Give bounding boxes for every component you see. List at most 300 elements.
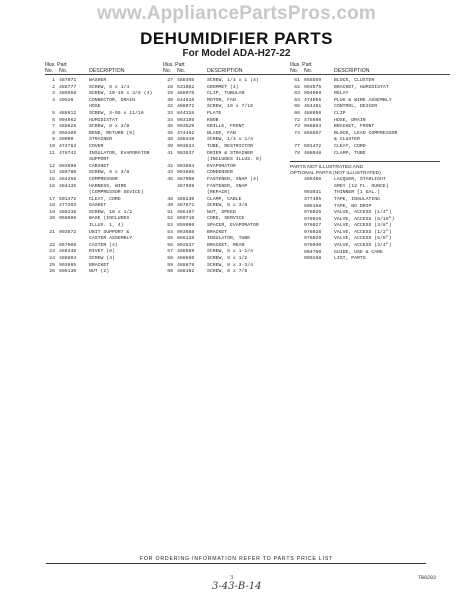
part-description: CLIP, TUBULAR	[207, 91, 245, 97]
part-description-continued: (INCLUDES ILLUS. 9)	[207, 157, 262, 163]
part-number: 531082	[177, 84, 195, 90]
part-number: 505168	[304, 203, 322, 209]
parts-row	[163, 151, 295, 158]
part-number: 487871	[177, 203, 195, 209]
part-description: SCREW, 8 x 3/8	[89, 170, 130, 176]
header-part-no: No.	[177, 68, 186, 74]
illus-number: 41	[167, 150, 173, 156]
part-number: 474056	[304, 97, 322, 103]
part-number: 477203	[59, 203, 77, 209]
part-number: 488056	[304, 110, 322, 116]
parts-row	[163, 91, 295, 98]
parts-row	[45, 137, 175, 144]
part-description: SCREW, 1/4 x 1 (4)	[207, 78, 259, 83]
illus-number: 62	[294, 84, 300, 90]
illus-number: 18	[49, 203, 55, 209]
parts-row	[290, 78, 450, 85]
parts-row	[163, 104, 295, 111]
illus-number: 16	[49, 183, 55, 189]
parts-row	[163, 256, 295, 263]
parts-row	[45, 170, 175, 177]
ordering-footer: FOR ORDERING INFORMATION REFER TO PARTS PRICE LIST	[139, 556, 334, 562]
part-description: CLAMP, TUBE	[334, 150, 366, 156]
part-description: RELAY	[334, 91, 349, 97]
part-number: 476742	[59, 150, 77, 156]
part-number: 978027	[304, 223, 322, 229]
parts-row	[45, 91, 175, 98]
illus-number: 78	[294, 150, 300, 156]
optional-parts-row	[290, 256, 450, 263]
part-number: 488076	[177, 91, 195, 97]
part-description: VALVE, ACCESS (5/8")	[334, 236, 392, 242]
parts-row	[163, 236, 295, 243]
illus-number: 23	[49, 249, 55, 255]
part-description: CONDENSER	[207, 170, 233, 176]
part-description-continued: & CLUSTER	[334, 137, 360, 143]
part-description: GUIDE, USE & CARE	[334, 249, 383, 255]
part-description: HOSE, DRAIN	[334, 117, 366, 123]
parts-list	[45, 78, 175, 276]
part-number: 488072	[177, 104, 195, 110]
illus-number: 61	[294, 78, 300, 83]
part-number: 484256	[59, 176, 77, 182]
illus-number: 35	[167, 124, 173, 130]
illus-number: 9	[52, 137, 55, 143]
part-description: STRAINER	[89, 137, 113, 143]
part-number: 484135	[59, 183, 77, 189]
part-number: 474482	[177, 130, 195, 136]
parts-row	[290, 131, 450, 138]
part-description: SPACER, EVAPORATOR	[207, 223, 259, 229]
parts-row	[290, 151, 450, 158]
illus-number: 64	[294, 97, 300, 103]
part-number: 488812	[59, 110, 77, 116]
part-number: 968863	[304, 124, 322, 130]
illus-number: 73	[294, 124, 300, 130]
part-description: TUBE, RESTRICTOR	[207, 143, 254, 149]
part-description: RIVET (8)	[89, 249, 115, 255]
part-description: GASKET	[89, 203, 107, 209]
parts-row	[45, 230, 175, 237]
model-subtitle: For Model ADA-H27-22	[182, 48, 291, 59]
illus-number: 43	[167, 170, 173, 176]
illus-number: 55	[167, 236, 173, 242]
parts-row	[163, 223, 295, 230]
part-description: SCREW, 8 x 1/4	[89, 84, 130, 90]
parts-row	[45, 203, 175, 210]
parts-row	[163, 124, 295, 131]
part-number: 978025	[304, 210, 322, 216]
part-number: 487908	[177, 176, 195, 182]
parts-row	[45, 124, 175, 131]
part-description: EVAPORATOR	[207, 163, 236, 169]
parts-row	[290, 124, 450, 131]
parts-row	[290, 111, 450, 118]
part-number: 993575	[304, 84, 322, 90]
header-description: DESCRIPTION	[334, 68, 370, 74]
parts-row	[45, 151, 175, 158]
part-description: FASTENER, SNAP	[207, 183, 248, 189]
part-number: 487071	[59, 78, 77, 83]
illus-number: 27	[167, 78, 173, 83]
parts-row	[45, 144, 175, 151]
part-number: 958389	[59, 130, 77, 136]
illus-number: 8	[52, 130, 55, 136]
part-description: CABINET	[89, 163, 110, 169]
part-number: 993884	[177, 163, 195, 169]
part-number: 993572	[59, 229, 77, 235]
part-number: 486197	[177, 209, 195, 215]
part-description: SCREW, 10 x 1/2	[89, 209, 133, 215]
part-number: 488048	[304, 150, 322, 156]
part-description: HUMIDISTAT	[89, 117, 118, 123]
part-number: 487989	[177, 183, 195, 189]
illus-number: 17	[49, 196, 55, 202]
header-part-no: No.	[59, 68, 68, 74]
part-number: 606130	[59, 269, 77, 275]
illus-number: 53	[167, 223, 173, 229]
part-number: 990288	[304, 256, 322, 262]
illus-number: 1	[52, 78, 55, 83]
part-number: 855657	[304, 130, 322, 136]
part-number: 868138	[177, 236, 195, 242]
part-description: SCREW, 1/4 x 1/4	[207, 137, 254, 143]
part-description: CONTROL, DEICER	[334, 104, 378, 110]
part-number: 474763	[59, 143, 77, 149]
part-description: THINNER (1 GAL.)	[334, 190, 381, 196]
header-description: DESCRIPTION	[89, 68, 125, 74]
optional-parts-list	[290, 177, 450, 263]
illus-number: 51	[167, 209, 173, 215]
part-description: INSULATOR, TUBE	[207, 236, 251, 242]
illus-number: 26	[49, 269, 55, 275]
part-number: 993637	[177, 150, 195, 156]
part-description: TAPE, INSULATING	[334, 196, 381, 202]
parts-row	[45, 111, 175, 118]
part-number: 488238	[59, 209, 77, 215]
part-description: LIST, PARTS	[334, 256, 366, 262]
part-description: BEND, RETURN (5)	[89, 130, 136, 136]
part-description: HARNESS, WIRE	[89, 183, 127, 189]
illus-number: 20	[49, 216, 55, 222]
part-description: CLAMP, CABLE	[207, 196, 242, 202]
illus-number: 74	[294, 130, 300, 136]
part-number: 488777	[59, 84, 77, 90]
part-description: CLEAT, CORD	[334, 143, 366, 149]
part-number: 993634	[177, 143, 195, 149]
illus-number: 49	[167, 203, 173, 209]
illus-number: 2	[52, 84, 55, 90]
parts-column-2	[163, 62, 295, 276]
part-description: VALVE, ACCESS (3/8")	[334, 223, 392, 229]
illus-number: 21	[49, 229, 55, 235]
parts-row	[290, 91, 450, 98]
part-description: BASE (INCLUDES	[89, 216, 130, 222]
part-description: CASTER (4)	[89, 242, 118, 248]
parts-row	[163, 184, 295, 191]
parts-row	[163, 144, 295, 151]
part-number: 484461	[304, 104, 322, 110]
parts-row	[163, 111, 295, 118]
header-description: DESCRIPTION	[207, 68, 243, 74]
part-description: BLOCK, CLUSTER	[334, 78, 375, 83]
part-number: 978028	[304, 229, 322, 235]
part-description: NUT, SPEED	[207, 209, 236, 215]
optional-parts-row	[290, 243, 450, 250]
part-description-continued: HOSE	[89, 104, 101, 110]
part-description: GROMMET (4)	[207, 84, 239, 90]
part-number: 850710	[177, 216, 195, 222]
part-description: INSULATOR, EVAPORATOR	[89, 150, 150, 156]
part-number: 488405	[177, 78, 195, 83]
part-number: 501472	[304, 143, 322, 149]
part-description-continued: GREY (12 FL. OUNCE)	[334, 183, 389, 189]
part-description: SCREW, 8 x 3-3/4	[207, 262, 254, 268]
part-description: SCREW, 10-16 x 3/8 (4)	[89, 91, 153, 97]
part-number: 844326	[177, 110, 195, 116]
part-description: BRACKET	[89, 262, 110, 268]
page-title: DEHUMIDIFIER PARTS	[140, 29, 333, 48]
part-number: 994069	[304, 91, 322, 97]
part-number: 485406	[304, 177, 322, 183]
illus-number: 34	[167, 117, 173, 123]
illus-number: 38	[167, 137, 173, 143]
part-description-continued: (REPAIR)	[207, 190, 231, 196]
part-description: VALVE, ACCESS (1/4")	[334, 210, 392, 216]
header-illus-part: Illus. Part	[45, 62, 67, 68]
parts-row	[163, 269, 295, 276]
part-number: 859906	[177, 223, 195, 229]
part-description: PLUG & WIRE ASSEMBLY	[334, 97, 392, 103]
illus-number: 63	[294, 91, 300, 97]
illus-number: 29	[167, 91, 173, 97]
part-number: 488628	[59, 124, 77, 130]
illus-number: 19	[49, 209, 55, 215]
part-number: 978030	[304, 243, 322, 249]
part-description: BLADE, FAN	[207, 130, 236, 136]
parts-list	[290, 78, 450, 157]
part-description: SCREW, 8 x 3/8	[89, 124, 130, 130]
parts-row	[45, 269, 175, 276]
part-description-continued: CASTER ASSEMBLY	[89, 236, 133, 242]
illus-number: 3	[52, 91, 55, 97]
part-number: 855569	[304, 78, 322, 83]
illus-number: 15	[49, 176, 55, 182]
page-number: 3	[230, 575, 233, 581]
part-number: 488678	[177, 262, 195, 268]
header-illus-no: No.	[45, 68, 54, 74]
part-number: 488660	[177, 256, 195, 262]
parts-row	[45, 216, 175, 223]
parts-row	[290, 104, 450, 111]
part-number: 993568	[177, 229, 195, 235]
part-number: 993196	[177, 117, 195, 123]
part-number: 488230	[177, 196, 195, 202]
part-description: TAPE, NO DRIP	[334, 203, 372, 209]
part-description: BRACKET	[207, 229, 228, 235]
part-description: CLIP	[334, 110, 346, 116]
note-divider	[290, 161, 440, 162]
header-illus-no: No.	[163, 68, 172, 74]
illus-number: 6	[52, 117, 55, 123]
illus-number: 66	[294, 110, 300, 116]
part-description: SCREW, 10 x 7/16	[207, 104, 254, 110]
illus-number: 5	[52, 110, 55, 116]
part-number: 488780	[59, 170, 77, 176]
part-description: DRIER & STRAINER	[207, 150, 254, 156]
part-description: SCREW, 8 x 1-1/4	[207, 249, 254, 255]
illus-number: 28	[167, 84, 173, 90]
part-number: 488448	[177, 137, 195, 143]
part-number: 993529	[177, 124, 195, 130]
illus-number: 58	[167, 256, 173, 262]
optional-parts-row	[290, 190, 450, 197]
part-description: BRACKET, HUMIDISTAT	[334, 84, 389, 90]
illus-number: 7	[52, 124, 55, 130]
illus-number: 32	[167, 104, 173, 110]
parts-row	[163, 177, 295, 184]
part-description: BLOCK, LEAD COMPRESSOR	[334, 130, 398, 136]
illus-number: 52	[167, 216, 173, 222]
part-number: 978029	[304, 236, 322, 242]
part-description: PLATE	[207, 110, 222, 116]
part-description-continued: (COMPRESSOR DEVICE)	[89, 190, 144, 196]
illus-number: 36	[167, 130, 173, 136]
part-description: SCREW, 8 x 7/8	[207, 269, 248, 275]
parts-list	[163, 78, 295, 276]
part-description: NUT (2)	[89, 269, 110, 275]
illus-number: 13	[49, 170, 55, 176]
part-description: FASTENER, SNAP (4)	[207, 176, 259, 182]
parts-row	[45, 78, 175, 85]
site-watermark: www.AppliancePartsPros.com	[96, 3, 377, 24]
illus-number: 54	[167, 229, 173, 235]
part-number: 978026	[304, 216, 322, 222]
part-description: MOTOR, FAN	[207, 97, 236, 103]
part-description: UNIT SUPPORT &	[89, 229, 130, 235]
part-description: SCREW, 3-55 x 11/16	[89, 110, 144, 116]
parts-row	[163, 137, 295, 144]
part-number: 992537	[177, 242, 195, 248]
optional-parts-row	[290, 223, 450, 230]
parts-row	[290, 144, 450, 151]
part-description: LACQUER, STARLIGHT	[334, 177, 386, 183]
part-number: 501472	[59, 196, 77, 202]
optional-parts-row	[290, 177, 450, 184]
part-description: CLEAT, CORD	[89, 196, 121, 202]
part-number: 994962	[59, 117, 77, 123]
part-description: COMPRESSOR	[89, 176, 118, 182]
illus-number: 4	[52, 97, 55, 103]
illus-number: 77	[294, 143, 300, 149]
illus-number: 30	[167, 97, 173, 103]
parts-column-3	[290, 62, 450, 263]
column-header	[163, 62, 295, 75]
illus-number: 24	[49, 256, 55, 262]
part-number: 488804	[59, 256, 77, 262]
part-description: VALVE, ACCESS (5/16")	[334, 216, 395, 222]
illus-number: 72	[294, 117, 300, 123]
note-line: OPTIONAL PARTS (NOT ILLUSTRATED)	[290, 171, 381, 177]
parts-row	[45, 256, 175, 263]
column-header	[290, 62, 450, 75]
illus-number: 42	[167, 163, 173, 169]
illus-number: 56	[167, 242, 173, 248]
part-number: 486558	[59, 91, 77, 97]
header-illus-no: No.	[290, 68, 299, 74]
part-number: 857908	[59, 242, 77, 248]
part-description: WASHER	[89, 78, 107, 83]
part-number: 993931	[304, 190, 322, 196]
parts-row	[163, 203, 295, 210]
part-description-continued: SUPPORT	[89, 157, 110, 163]
header-part-no: No.	[304, 68, 313, 74]
optional-parts-row	[290, 197, 450, 204]
illus-number: 39	[167, 143, 173, 149]
part-number: 488102	[177, 269, 195, 275]
illus-number: 25	[49, 262, 55, 268]
illus-number: 59	[167, 262, 173, 268]
illus-number: 33	[167, 110, 173, 116]
part-number: 488569	[177, 249, 195, 255]
parts-row	[45, 184, 175, 191]
illus-number: 65	[294, 104, 300, 110]
part-description: GRILLE, FRONT	[207, 124, 245, 130]
part-number: 477405	[304, 196, 322, 202]
part-description: KNOB	[207, 117, 219, 123]
header-illus-part: Illus. Part	[290, 62, 312, 68]
part-description: COVER	[89, 143, 104, 149]
parts-row	[163, 78, 295, 85]
illus-number: 11	[49, 150, 55, 156]
parts-column-1	[45, 62, 175, 276]
part-description: SCREW, 8 x 1/2	[207, 256, 248, 262]
illus-number: 60	[167, 269, 173, 275]
part-number: 844610	[177, 97, 195, 103]
part-number: 993865	[59, 262, 77, 268]
part-number: 993698	[59, 163, 77, 169]
part-description-continued: ILLUS. 1, 4)	[89, 223, 124, 229]
part-description: BRACKET, REAR	[207, 242, 245, 248]
illus-number: 22	[49, 242, 55, 248]
part-description: CORD, SERVICE	[207, 216, 245, 222]
column-header	[45, 62, 175, 75]
document-code: TB0283	[418, 575, 437, 581]
parts-row	[45, 98, 175, 105]
part-number: 49099	[59, 137, 74, 143]
part-description: VALVE, ACCESS (1/2")	[334, 229, 392, 235]
part-number: 475600	[304, 117, 322, 123]
part-description: SCREW, 8 x 3/8	[207, 203, 248, 209]
illus-number: 10	[49, 143, 55, 149]
header-illus-part: Illus. Part	[163, 62, 185, 68]
parts-row	[163, 170, 295, 177]
handwritten-annotation: 3-43-B-14	[212, 581, 262, 592]
part-description: SCREW (4)	[89, 256, 115, 262]
illus-number: 12	[49, 163, 55, 169]
illus-number: 45	[167, 176, 173, 182]
illus-number: 48	[167, 196, 173, 202]
part-number: 950998	[59, 216, 77, 222]
parts-row	[45, 177, 175, 184]
part-description: CONNECTOR, DRAIN	[89, 97, 136, 103]
not-illustrated-note	[290, 165, 450, 177]
part-description: VALVE, ACCESS (3/4")	[334, 243, 392, 249]
optional-parts-row	[290, 210, 450, 217]
part-number: 40526	[59, 97, 74, 103]
footer-divider	[46, 563, 426, 564]
part-number: 994760	[304, 249, 322, 255]
